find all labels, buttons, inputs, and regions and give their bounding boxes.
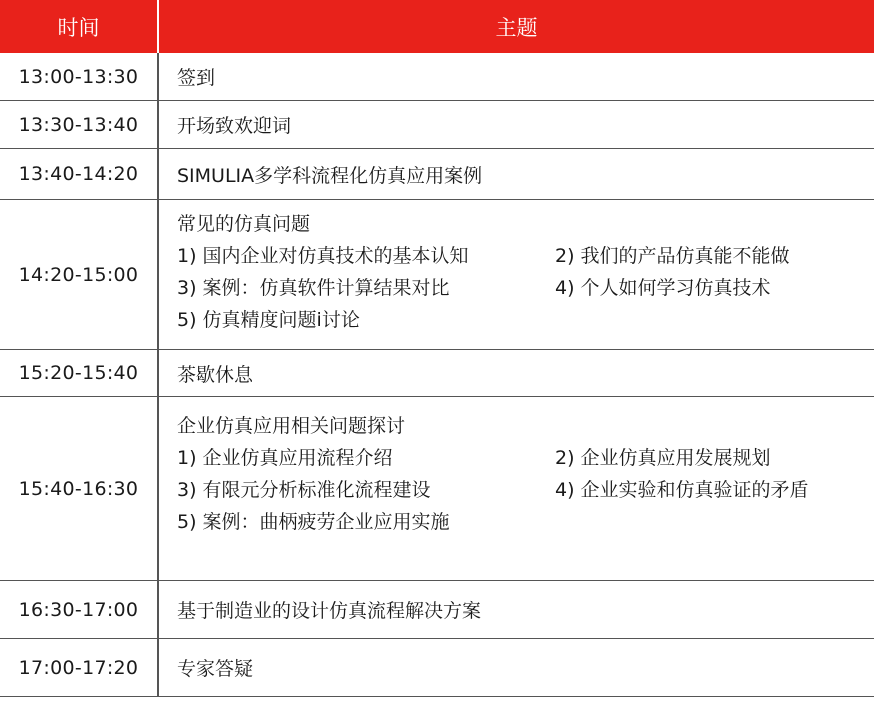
- schedule-time: 13:00-13:30: [18, 65, 139, 88]
- header-topic: 主题: [159, 0, 874, 53]
- schedule-time: 15:40-16:30: [18, 477, 139, 500]
- schedule-time: 16:30-17:00: [18, 598, 139, 621]
- header-time: 时间: [0, 0, 157, 53]
- topic-item: 4) 企业实验和仿真验证的矛盾: [555, 479, 809, 501]
- row-divider: [0, 696, 874, 697]
- schedule-topic: SIMULIA多学科流程化仿真应用案例: [177, 164, 483, 187]
- topic-title: 常见的仿真问题: [177, 213, 311, 235]
- column-divider: [157, 53, 159, 696]
- schedule-topic-block: [177, 208, 867, 336]
- schedule-topic: 专家答疑: [177, 658, 254, 680]
- schedule-time: 13:30-13:40: [18, 113, 139, 136]
- schedule-time: 17:00-17:20: [18, 656, 139, 679]
- schedule-topic-block: [177, 410, 867, 538]
- schedule-time: 13:40-14:20: [18, 163, 139, 185]
- schedule-topic: 开场致欢迎词: [177, 115, 292, 137]
- topic-item: 5) 仿真精度问题i讨论: [177, 309, 360, 331]
- schedule-time: 14:20-15:00: [18, 263, 139, 286]
- schedule-topic: 签到: [177, 67, 216, 89]
- topic-item: 2) 企业仿真应用发展规划: [555, 447, 771, 469]
- topic-item: 3) 有限元分析标准化流程建设: [177, 479, 431, 501]
- schedule-topic: 基于制造业的设计仿真流程解决方案: [177, 600, 482, 622]
- topic-title: 企业仿真应用相关问题探讨: [177, 415, 406, 437]
- topic-item: 1) 企业仿真应用流程介绍: [177, 447, 393, 469]
- schedule-time: 15:20-15:40: [18, 362, 139, 384]
- topic-item: 4) 个人如何学习仿真技术: [555, 277, 771, 299]
- topic-item: 1) 国内企业对仿真技术的基本认知: [177, 245, 469, 267]
- topic-item: 5) 案例：曲柄疲劳企业应用实施: [177, 511, 450, 533]
- schedule-topic: 茶歇休息: [177, 363, 254, 386]
- topic-item: 2) 我们的产品仿真能不能做: [555, 245, 790, 267]
- topic-item: 3) 案例：仿真软件计算结果对比: [177, 277, 450, 299]
